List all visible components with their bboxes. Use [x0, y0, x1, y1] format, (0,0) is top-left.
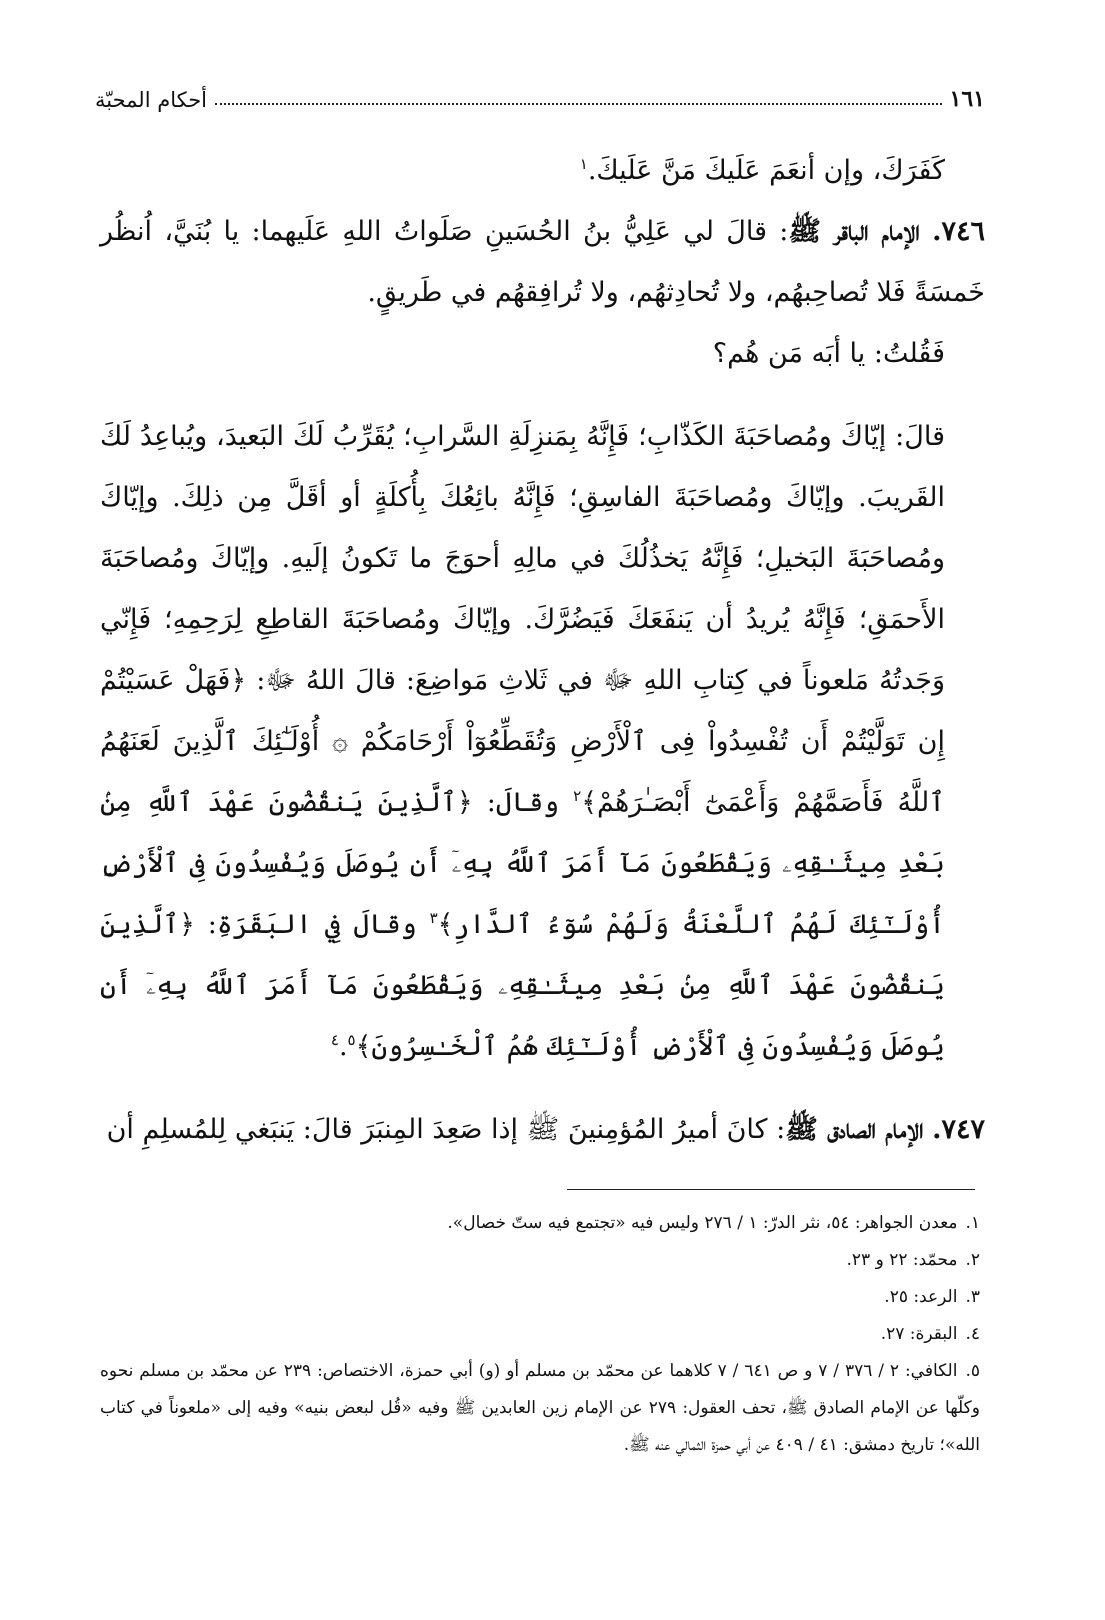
header-title: أحكام المحبّة [95, 88, 208, 112]
footnote-text: الرعد: ٢٥. [884, 1287, 958, 1307]
hadith-747-speaker: الإمام الصادق ﷺ [785, 1114, 924, 1145]
footnote-text: معدن الجواهر: ٥٤، نثر الدرّ: ١ / ٢٧٦ وليس فيه «تجتمع فيه ستّ خصال». [447, 1213, 958, 1233]
hadith-746-answer-part-c: وقالَ فِي البَقَرَةِ: ﴿ٱلَّذِينَ يَنقُضُونَ عَهْدَ ٱللَّهِ مِنۢ بَعْدِ مِيثَـٰقِهِۦ وَيَقْطَعُونَ مَآ أَمَرَ ٱللَّهُ بِهِۦٓ أَن يُوصَلَ وَيُفْسِدُونَ فِى ٱلْأَرْضِ أُوْلَـٰٓئِكَ هُمُ ٱلْخَـٰسِرُونَ﴾ [100, 909, 945, 1062]
header-dot-leader [215, 103, 942, 105]
hadith-747-number: ٧٤٧. [932, 1114, 985, 1145]
footnote-ref-4: ٤ [330, 1031, 339, 1049]
footnote-item [100, 1316, 980, 1353]
hadith-746-number: ٧٤٦. [932, 216, 986, 247]
footnote-text: الكافي: ٢ / ٣٧٦ / ٧ و ص ٦٤١ / ٧ كلاهما عن محمّد بن مسلم أو (و) أبي حمزة، الاختصاص: ٢٣٩ عن محمّد بن مسلم نحوه وكلّها عن الإمام الصادق ﷺ، تحف العقول: ٢٧٩ عن الإمام زين العابدين ﷺ وفيه «قُل لبعض بنيه» وفيه إلى «ملعوناً في كتاب الله»؛ تاريخ دمشق: ٤١ / ٤٠٩ عن أبي حمزة الثمالي عنه ﷺ. [100, 1361, 980, 1455]
continuation-text: كَفَرَكَ، وإن أنعَمَ عَلَيكَ مَنَّ عَلَيكَ. [587, 155, 945, 186]
footnote-ref-3: ٣ [429, 909, 438, 927]
footnote-ref-2: ٢ [573, 787, 582, 805]
footnote-item [100, 1205, 980, 1242]
main-text [100, 140, 985, 1160]
footnote-text: البقرة: ٢٧. [880, 1324, 958, 1344]
hadith-746-question-text: فَقُلتُ: يا أبَه مَن هُم؟ [712, 338, 945, 369]
footnote-item [100, 1242, 980, 1279]
hadith-746-speaker: الإمام الباقر ﷺ [788, 216, 920, 247]
hadith-746 [100, 201, 985, 323]
hadith-747 [100, 1099, 985, 1160]
continuation-line [100, 140, 985, 201]
hadith-746-answer [100, 406, 985, 1077]
footnotes [100, 1205, 980, 1464]
hadith-747-text: : كانَ أميرُ المُؤمِنينَ ﷺ إذا صَعِدَ المِنبَرَ قالَ: يَنبَغي لِلمُسلِمِ أن [106, 1114, 786, 1145]
hadith-746-answer-part-a: قالَ: إيّاكَ ومُصاحَبَةَ الكَذّابِ؛ فَإِنَّهُ بِمَنزِلَةِ السَّرابِ؛ يُقَرِّبُ لَكَ البَعيدَ، ويُباعِدُ لَكَ القَريبَ. وإيّاكَ ومُصاحَبَةَ الفاسِقِ؛ فَإِنَّهُ بائِعُكَ بِأُكلَةٍ أو أقَلَّ مِن ذلِكَ. وإيّاكَ ومُصاحَبَةَ البَخيلِ؛ فَإِنَّهُ يَخذُلُكَ في مالِهِ أحوَجَ ما تَكونُ إلَيهِ. وإيّاكَ ومُصاحَبَةَ الأَحمَقِ؛ فَإِنَّهُ يُريدُ أن يَنفَعَكَ فَيَضُرَّكَ. وإيّاكَ ومُصاحَبَةَ القاطِعِ لِرَحِمِهِ؛ فَإِنّي وَجَدتُهُ مَلعوناً في كِتابِ اللهِ ﷻ في ثَلاثِ مَواضِعَ: قالَ اللهُ ﷻ: ﴿فَهَلْ عَسَيْتُمْ إِن تَوَلَّيْتُمْ أَن تُفْسِدُواْ فِى ٱلْأَرْضِ وَتُقَطِّعُوٓاْ أَرْحَامَكُمْ ۞ أُوْلَـٰٓئِكَ ٱلَّذِينَ لَعَنَهُمُ ٱللَّهُ فَأَصَمَّهُمْ وَأَعْمَىٰٓ أَبْصَـٰرَهُمْ﴾ [100, 421, 945, 818]
footnote-mark: ٤. [965, 1324, 980, 1344]
footnote-mark: ٢. [965, 1250, 980, 1270]
footnote-separator [567, 1189, 975, 1190]
footnote-item [100, 1353, 980, 1464]
footnote-text: محمّد: ٢٢ و ٢٣. [846, 1250, 958, 1270]
footnote-item [100, 1279, 980, 1316]
page-number: ١٦١ [949, 86, 985, 112]
footnote-mark: ٣. [965, 1287, 980, 1307]
hadith-746-answer-end: . [338, 1031, 348, 1062]
footnote-ref-5: ٥ [347, 1031, 356, 1049]
hadith-746-text: : قالَ لي عَلِيُّ بنُ الحُسَينِ صَلَواتُ اللهِ عَلَيهما: يا بُنَيَّ، اُنظُر خَمسَةً فَلا تُصاحِبهُم، ولا تُحادِثهُم، ولا تُرافِقهُم في طَريقٍ. [100, 216, 985, 308]
footnote-ref-1: ١ [579, 155, 588, 173]
footnote-mark: ٥. [965, 1361, 980, 1381]
hadith-746-question [100, 323, 985, 384]
running-header [95, 72, 985, 112]
hadith-746-answer-part-b: وقالَ: ﴿ٱلَّذِينَ يَنقُضُونَ عَهْدَ ٱللَّهِ مِنۢ بَعْدِ مِيثَـٰقِهِۦ وَيَقْطَعُونَ مَآ أَمَرَ ٱللَّهُ بِهِۦٓ أَن يُوصَلَ وَيُفْسِدُونَ فِى ٱلْأَرْضِ أُوْلَـٰٓئِكَ لَهُمُ ٱللَّعْنَةُ وَلَهُمْ سُوٓءُ ٱلدَّارِ﴾ [100, 787, 945, 940]
footnote-mark: ١. [965, 1213, 980, 1233]
